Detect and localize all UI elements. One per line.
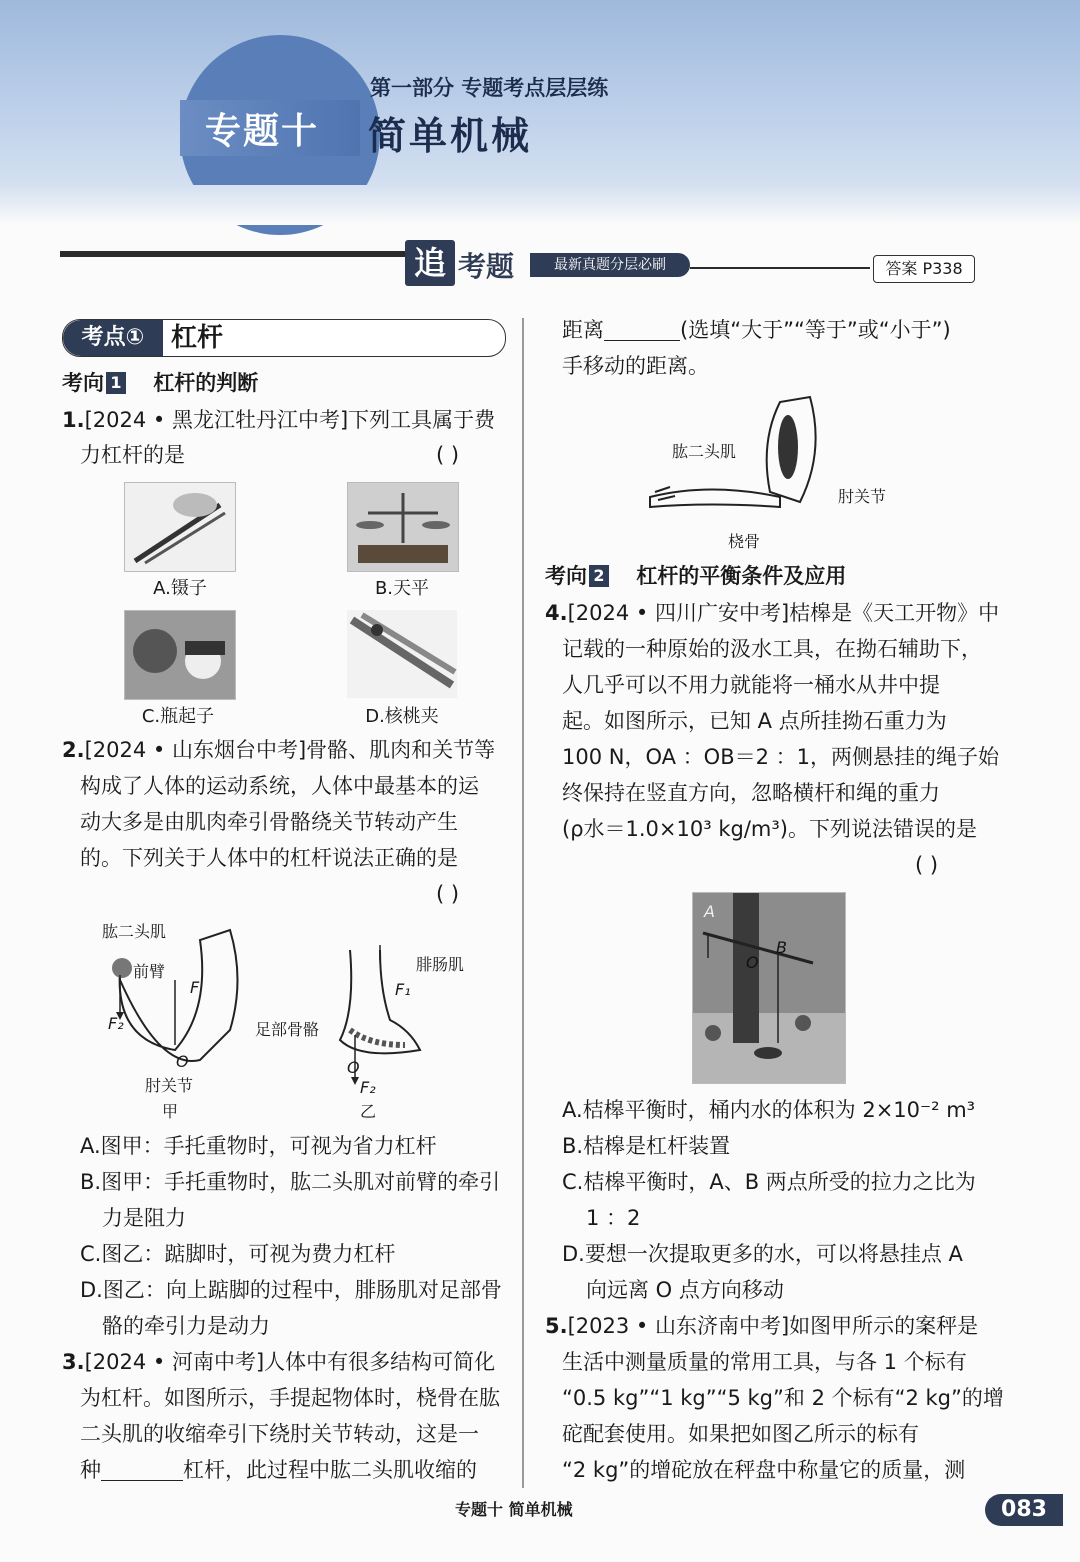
- figure-jia-arm: [100, 920, 250, 1100]
- q3-line6: 手移动的距离。: [562, 354, 709, 378]
- q1-line2: 力杠杆的是: [80, 443, 185, 467]
- q2-text1: [2024 • 山东烟台中考]骨骼、肌肉和关节等: [84, 738, 496, 762]
- q3-text5b: (选填“大于”“等于”或“小于”): [680, 318, 951, 342]
- q3-line5: [562, 312, 951, 348]
- kaoxiang-title: 杠杆的平衡条件及应用: [636, 564, 847, 588]
- kaoti-label: 考题: [458, 250, 515, 283]
- label-gastrocnemius: 腓肠肌: [416, 955, 465, 974]
- label-O-jia: O: [176, 1052, 189, 1071]
- balance-image: [347, 482, 459, 572]
- q5-text1: [2023 • 山东济南中考]如图甲所示的案秤是: [567, 1314, 979, 1338]
- q4-option-d2: 向远离 O 点方向移动: [586, 1278, 784, 1302]
- q4-number: 4.: [545, 601, 568, 625]
- q1-line1: [62, 402, 495, 438]
- q3-number: 3.: [62, 1350, 85, 1374]
- q1-number: 1.: [62, 408, 85, 432]
- q3-line3: 二头肌的收缩牵引下绕肘关节转动，这是一: [80, 1422, 479, 1446]
- q2-line4: 的。下列关于人体中的杠杆说法正确的是: [80, 846, 458, 870]
- q4-answer-paren: ( ): [915, 853, 939, 877]
- q4-line5: 100 N，OA ：OB＝2 ：1，两侧悬挂的绳子始: [562, 745, 999, 769]
- jiegao-image: [692, 892, 846, 1084]
- topic-title: 简单机械: [368, 114, 533, 158]
- q1-answer-paren: ( ): [436, 443, 460, 467]
- label-O-yi: O: [347, 1058, 360, 1077]
- label-elbow-q3: 肘关节: [838, 487, 887, 506]
- q2-answer-paren: ( ): [436, 882, 460, 906]
- q4-line1: [545, 595, 999, 631]
- q5-line4: 砣配套使用。如果把如图乙所示的标有: [562, 1422, 919, 1446]
- label-biceps-q3: 肱二头肌: [672, 442, 737, 461]
- q4-line3: 人几乎可以不用力就能将一桶水从井中提: [562, 673, 940, 697]
- q5-number: 5.: [545, 1314, 568, 1338]
- q4-line6: 终保持在竖直方向，忽略横杆和绳的重力: [562, 781, 940, 805]
- label-point-B: B: [776, 938, 787, 957]
- q4-line7: (ρ水＝1.0×10³ kg/m³)。下列说法错误的是: [562, 817, 977, 841]
- q3-blank-1[interactable]: [101, 1480, 183, 1481]
- q3-text1: [2024 • 河南中考]人体中有很多结构可简化: [84, 1350, 496, 1374]
- zhui-badge: 追: [405, 240, 455, 286]
- q2-option-a: A.图甲：手托重物时，可视为省力杠杆: [80, 1134, 437, 1158]
- answer-reference: 答案 P338: [873, 255, 975, 283]
- section-bar: [60, 244, 980, 287]
- q3-text4a: 种: [80, 1458, 101, 1482]
- kaoxiang-2-heading: [545, 558, 846, 594]
- kaodian-title: 杠杆: [171, 323, 224, 353]
- kaoxiang-label: 考向: [545, 564, 587, 588]
- q2-option-b1: B.图甲：手托重物时，肱二头肌对前臂的牵引: [80, 1170, 501, 1194]
- page-number: 083: [985, 1494, 1063, 1526]
- balance-icon: [348, 483, 458, 571]
- jiegao-illustration: [693, 893, 845, 1083]
- label-point-A: A: [704, 902, 715, 921]
- q5-line3: “0.5 kg”“1 kg”“5 kg”和 2 个标有“2 kg”的增: [562, 1386, 1004, 1410]
- label-F1-yi: F₁: [395, 980, 411, 999]
- label-biceps-jia: 肱二头肌: [102, 922, 167, 941]
- tweezers-image: [124, 482, 236, 572]
- section-rule-right: [690, 267, 870, 269]
- q4-option-d1: D.要想一次提取更多的水，可以将悬挂点 A: [562, 1242, 963, 1266]
- q1-option-a: A.镊子: [153, 578, 207, 599]
- q3-text4b: 杠杆，此过程中肱二头肌收缩的: [183, 1458, 477, 1482]
- q2-line3: 动大多是由肌肉牵引骨骼绕关节转动产生: [80, 810, 458, 834]
- label-point-O: O: [746, 953, 759, 972]
- q1-text1: [2024 • 黑龙江牡丹江中考]下列工具属于费: [84, 408, 496, 432]
- q2-option-b2: 力是阻力: [102, 1206, 186, 1230]
- q4-option-c2: 1 ：2: [586, 1206, 641, 1230]
- kaoxiang-num: 1: [106, 372, 126, 394]
- kaodian-tag: 考点①: [63, 320, 163, 356]
- q2-line1: [62, 732, 495, 768]
- section-rule-left: [60, 251, 410, 257]
- section-slogan: 最新真题分层必刷: [530, 253, 690, 277]
- q4-option-b: B.桔槔是杠杆装置: [562, 1134, 731, 1158]
- q3-line1: [62, 1344, 495, 1380]
- q2-line2: 构成了人体的运动系统，人体中最基本的运: [80, 774, 479, 798]
- q3-line4: [80, 1452, 477, 1488]
- label-forearm: 前臂: [133, 962, 166, 981]
- q3-line2: 为杠杆。如图所示，手提起物体时，桡骨在肱: [80, 1386, 500, 1410]
- kaoxiang-title: 杠杆的判断: [153, 371, 259, 395]
- nutcracker-icon: [347, 610, 457, 698]
- kaoxiang-label: 考向: [62, 371, 104, 395]
- q2-option-d1: D.图乙：向上踮脚的过程中，腓肠肌对足部骨: [80, 1278, 502, 1302]
- q1-option-c: C.瓶起子: [141, 706, 215, 727]
- label-foot-bones: 足部骨骼: [255, 1020, 320, 1039]
- nutcracker-image: [347, 610, 457, 698]
- label-radius: 桡骨: [728, 532, 761, 551]
- label-F2-yi: F₂: [360, 1078, 376, 1097]
- topic-number: 专题十: [205, 111, 320, 152]
- q2-option-d2: 骼的牵引力是动力: [102, 1314, 270, 1338]
- q4-text1: [2024 • 四川广安中考]桔槔是《天工开物》中: [567, 601, 1000, 625]
- bottle-opener-image: [124, 610, 236, 700]
- column-divider: [522, 318, 524, 1488]
- q1-option-b: B.天平: [374, 578, 430, 599]
- kaodian-bar: [62, 319, 506, 357]
- label-F: F: [190, 978, 200, 997]
- q2-option-c: C.图乙：踮脚时，可视为费力杠杆: [80, 1242, 396, 1266]
- q3-text5a: 距离: [562, 318, 604, 342]
- kaoxiang-num: 2: [589, 565, 609, 587]
- q2-number: 2.: [62, 738, 85, 762]
- q3-blank-2[interactable]: [604, 340, 680, 341]
- q4-line2: 记载的一种原始的汲水工具，在拗石辅助下，: [562, 637, 982, 661]
- label-yi: 乙: [360, 1102, 377, 1121]
- label-elbow-jia: 肘关节: [145, 1076, 194, 1095]
- q4-line4: 起。如图所示，已知 A 点所挂拗石重力为: [562, 709, 947, 733]
- q5-line5: “2 kg”的增砣放在秤盘中称量它的质量，测: [562, 1458, 966, 1482]
- q4-option-a: A.桔槔平衡时，桶内水的体积为 2×10⁻² m³: [562, 1098, 976, 1122]
- banner-fade: [0, 185, 1080, 225]
- label-F2-jia: F₂: [108, 1014, 124, 1033]
- q4-option-c1: C.桔槔平衡时，A、B 两点所受的拉力之比为: [562, 1170, 976, 1194]
- bottle-opener-icon: [125, 611, 235, 699]
- tweezers-icon: [125, 483, 235, 571]
- kaoxiang-1-heading: [62, 365, 258, 401]
- q1-option-d: D.核桃夹: [365, 706, 439, 727]
- q5-line1: [545, 1308, 978, 1344]
- footer-title: 专题十 简单机械: [455, 1500, 573, 1519]
- q5-line2: 生活中测量质量的常用工具，与各 1 个标有: [562, 1350, 967, 1374]
- part-label: 第一部分 专题考点层层练: [370, 76, 609, 100]
- label-jia: 甲: [162, 1102, 179, 1121]
